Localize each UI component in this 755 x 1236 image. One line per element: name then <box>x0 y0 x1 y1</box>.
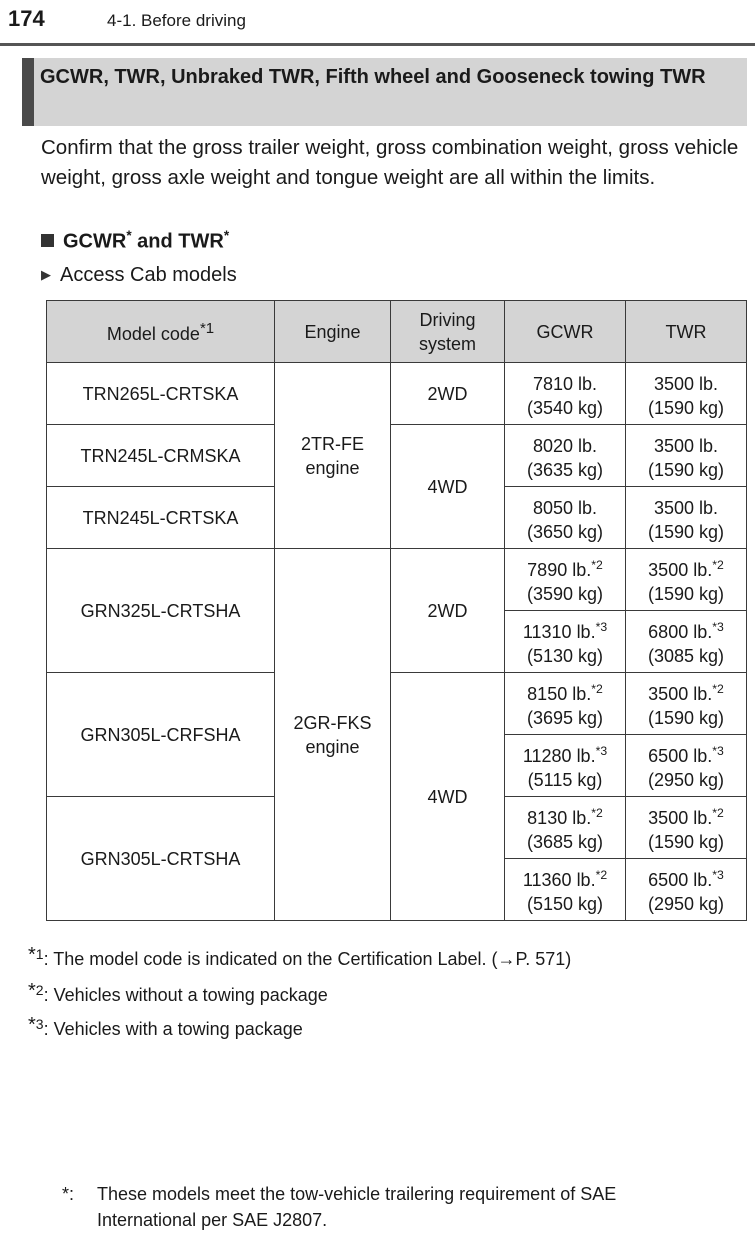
intro-paragraph: Confirm that the gross trailer weight, gross combination weight, gross vehicle weight, gross axle weight and tongue weight are all within the limits. <box>41 136 739 189</box>
section-heading-box <box>22 58 747 126</box>
model-group-label <box>41 264 237 287</box>
chapter-title: 4-1. Before driving <box>107 11 246 30</box>
gcwr-cell: 8130 lb.$^{*2}$ (3685 kg) <box>505 797 626 859</box>
gcwr-cell: 8050 lb. (3650 kg) <box>505 487 626 549</box>
drive-cell: 2WD <box>391 363 505 425</box>
model-cell: GRN305L-CRFSHA <box>47 673 275 797</box>
header-divider <box>0 43 755 46</box>
engine-cell: 2TR-FE engine <box>275 363 391 549</box>
twr-cell: 3500 lb.$^{*2}$ (1590 kg) <box>626 549 747 611</box>
trailering-note-mark: *: <box>62 1184 75 1204</box>
gcwr-cell: 7810 lb. (3540 kg) <box>505 363 626 425</box>
square-bullet-icon <box>41 234 54 247</box>
subheading-twr: TWR <box>178 230 224 253</box>
twr-cell: 3500 lb. (1590 kg) <box>626 363 747 425</box>
model-cell: TRN245L-CRTSKA <box>47 487 275 549</box>
header-twr: TWR <box>626 301 747 363</box>
footnote-1-text: : The model code is indicated on the Certification Label. (→P. 571) <box>43 949 572 969</box>
towing-weight-table <box>46 300 747 921</box>
trailering-note <box>62 1181 616 1233</box>
header-engine: Engine <box>275 301 391 363</box>
header-model-code-mark: *1 <box>199 320 215 337</box>
table-header-row <box>47 301 747 363</box>
model-cell: TRN265L-CRTSKA <box>47 363 275 425</box>
gcwr-cell: 8150 lb.$^{*2}$ (3695 kg) <box>505 673 626 735</box>
model-cell: GRN325L-CRTSHA <box>47 549 275 673</box>
drive-cell: 2WD <box>391 549 505 673</box>
table-row <box>47 363 747 425</box>
twr-cell: 6800 lb.$^{*3}$ (3085 kg) <box>626 611 747 673</box>
gcwr-cell: 7890 lb.$^{*2}$ (3590 kg) <box>505 549 626 611</box>
drive-cell: 4WD <box>391 425 505 549</box>
gcwr-cell: 11310 lb.$^{*3}$ (5130 kg) <box>505 611 626 673</box>
twr-cell: 6500 lb.$^{*3}$ (2950 kg) <box>626 735 747 797</box>
trailering-note-line2: International per SAE J2807. <box>97 1210 328 1230</box>
twr-cell: 3500 lb. (1590 kg) <box>626 425 747 487</box>
drive-cell: 4WD <box>391 673 505 921</box>
twr-cell: 3500 lb.$^{*2}$ (1590 kg) <box>626 797 747 859</box>
header-driving-system: Driving system <box>391 301 505 363</box>
section-title: GCWR, TWR, Unbraked TWR, Fifth wheel and Gooseneck towing TWR <box>40 66 706 88</box>
gcwr-cell: 11360 lb.$^{*2}$ (5150 kg) <box>505 859 626 921</box>
engine-cell: 2GR-FKS engine <box>275 549 391 921</box>
twr-cell: 3500 lb. (1590 kg) <box>626 487 747 549</box>
model-cell: GRN305L-CRTSHA <box>47 797 275 921</box>
trailering-note-line1: These models meet the tow-vehicle trailering requirement of SAE <box>97 1184 617 1204</box>
table-row <box>47 673 747 735</box>
gcwr-cell: 11280 lb.$^{*3}$ (5115 kg) <box>505 735 626 797</box>
subheading-and: and <box>131 230 179 253</box>
model-group-text: Access Cab models <box>60 264 237 286</box>
subheading <box>41 228 229 254</box>
table-row <box>47 425 747 487</box>
subheading-gcwr: GCWR <box>63 230 127 253</box>
triangle-bullet-icon: ▶ <box>41 267 51 282</box>
footnote-3-text: : Vehicles with a towing package <box>43 1019 303 1039</box>
table-row <box>47 549 747 611</box>
footnote-2: *$^2$: Vehicles without a towing package <box>28 980 328 1005</box>
subheading-twr-mark: * <box>223 228 230 243</box>
header-model-code: Model code$^{*1}$ <box>47 301 275 363</box>
footnote-1: *$^1$: The model code is indicated on the Certification Label. (→P. 571) <box>28 944 572 969</box>
twr-cell: 3500 lb.$^{*2}$ (1590 kg) <box>626 673 747 735</box>
subheading-gcwr-mark: * <box>126 228 132 243</box>
footnote-2-text: : Vehicles without a towing package <box>43 985 328 1005</box>
page-number: 174 <box>8 6 45 31</box>
footnote-3: *$^3$: Vehicles with a towing package <box>28 1014 303 1039</box>
header-gcwr: GCWR <box>505 301 626 363</box>
section-heading-bar <box>22 58 34 126</box>
twr-cell: 6500 lb.$^{*3}$ (2950 kg) <box>626 859 747 921</box>
gcwr-cell: 8020 lb. (3635 kg) <box>505 425 626 487</box>
model-cell: TRN245L-CRMSKA <box>47 425 275 487</box>
